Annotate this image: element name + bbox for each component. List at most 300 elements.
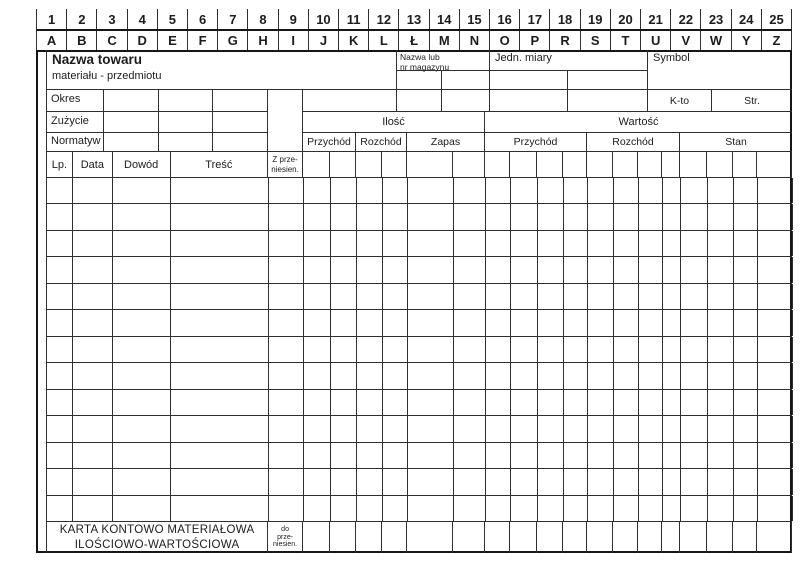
- table-cell: [383, 496, 408, 521]
- ruler-letter: C: [96, 31, 126, 50]
- col-header-carry: [268, 152, 303, 178]
- norm-cell: [159, 133, 214, 152]
- table-cell: [681, 204, 708, 229]
- footer-cell: [382, 522, 407, 553]
- table-cell: [269, 284, 304, 309]
- header-cell: [303, 90, 397, 112]
- norm-row: [46, 133, 268, 152]
- footer-cell: [510, 522, 537, 553]
- table-cell: [588, 310, 614, 335]
- table-cell: [758, 257, 793, 282]
- table-cell: [639, 257, 663, 282]
- table-cell: [588, 469, 614, 494]
- table-cell: [73, 416, 113, 441]
- table-cell: [734, 257, 758, 282]
- table-cell: [614, 178, 639, 203]
- table-cell: [681, 231, 708, 256]
- table-cell: [357, 178, 383, 203]
- ruler-number: 3: [96, 9, 126, 29]
- table-cell: [171, 204, 269, 229]
- carry-row-cell: [510, 152, 537, 178]
- table-cell: [681, 496, 708, 521]
- table-cell: [663, 390, 681, 415]
- table-cell: [454, 231, 486, 256]
- footer-row: [46, 522, 792, 553]
- table-cell: [486, 363, 511, 388]
- table-cell: [639, 443, 663, 468]
- ruler-number: 6: [187, 9, 217, 29]
- table-cell: [538, 363, 564, 388]
- ruler-letters: [36, 31, 792, 50]
- table-cell: [663, 257, 681, 282]
- table-cell: [614, 257, 639, 282]
- table-header-row: [46, 152, 792, 178]
- table-cell: [171, 284, 269, 309]
- table-cell: [564, 496, 588, 521]
- table-cell: [734, 390, 758, 415]
- table-cell: [564, 469, 588, 494]
- table-cell: [408, 390, 454, 415]
- table-cell: [614, 416, 639, 441]
- table-cell: [538, 310, 564, 335]
- footer-cell: [330, 522, 356, 553]
- unit-label-cell: Jedn. miary: [490, 50, 648, 71]
- ruler-letter: L: [368, 31, 398, 50]
- table-cell: [588, 204, 614, 229]
- val-balance-header: Stan: [680, 133, 792, 152]
- symbol-cell: Symbol: [648, 50, 792, 90]
- ruler-letter: P: [519, 31, 549, 50]
- carry-row-cell: [453, 152, 485, 178]
- table-cell: [486, 310, 511, 335]
- footer-cell: [563, 522, 587, 553]
- table-cell: [269, 337, 304, 362]
- table-cell: [269, 496, 304, 521]
- table-cell: [663, 310, 681, 335]
- table-cell: [486, 284, 511, 309]
- table-cell: [511, 178, 538, 203]
- carry-row-cell: [356, 152, 382, 178]
- table-cell: [734, 443, 758, 468]
- footer-cell: [303, 522, 330, 553]
- table-cell: [47, 496, 73, 521]
- table-cell: [357, 204, 383, 229]
- table-cell: [171, 416, 269, 441]
- table-cell: [614, 363, 639, 388]
- product-name-title: Nazwa towaru: [52, 52, 143, 67]
- value-group-header: Wartość: [485, 112, 792, 133]
- table-cell: [486, 204, 511, 229]
- table-cell: [408, 443, 454, 468]
- table-cell: [681, 363, 708, 388]
- qty-income-header: Przychód: [303, 133, 356, 152]
- table-cell: [331, 337, 357, 362]
- carry-forward-line3: niesien.: [273, 541, 298, 549]
- table-cell: [663, 469, 681, 494]
- form-title: [47, 522, 268, 553]
- table-cell: [588, 443, 614, 468]
- table-cell: [73, 390, 113, 415]
- footer-cell: [485, 522, 510, 553]
- table-cell: [614, 310, 639, 335]
- table-cell: [511, 257, 538, 282]
- table-cell: [47, 443, 73, 468]
- ruler-letter: F: [187, 31, 217, 50]
- table-cell: [383, 469, 408, 494]
- table-cell: [486, 337, 511, 362]
- table-cell: [511, 469, 538, 494]
- table-cell: [269, 310, 304, 335]
- table-cell: [357, 284, 383, 309]
- ruler-number: 21: [640, 9, 670, 29]
- ruler-number: 22: [670, 9, 700, 29]
- table-cell: [73, 257, 113, 282]
- table-cell: [538, 337, 564, 362]
- qty-outcome-header: Rozchód: [356, 133, 407, 152]
- table-cell: [614, 337, 639, 362]
- usage-label: Zużycie: [47, 112, 104, 133]
- usage-cell: [213, 112, 268, 133]
- header-cell: [568, 71, 648, 90]
- table-cell: [304, 231, 331, 256]
- table-cell: [331, 416, 357, 441]
- table-cell: [614, 204, 639, 229]
- ruler-letter: K: [338, 31, 368, 50]
- table-row: [47, 337, 792, 363]
- footer-cell: [757, 522, 792, 553]
- carry-row-cell: [407, 152, 453, 178]
- table-cell: [269, 390, 304, 415]
- footer-cell: [638, 522, 662, 553]
- ruler-letter: J: [308, 31, 338, 50]
- table-cell: [734, 178, 758, 203]
- table-cell: [681, 284, 708, 309]
- table-cell: [113, 496, 171, 521]
- period-cell: [104, 90, 159, 112]
- table-cell: [408, 363, 454, 388]
- table-cell: [758, 469, 793, 494]
- table-cell: [663, 337, 681, 362]
- table-cell: [588, 231, 614, 256]
- ruler-letter: T: [610, 31, 640, 50]
- table-row: [47, 469, 792, 495]
- table-cell: [47, 310, 73, 335]
- table-cell: [331, 443, 357, 468]
- usage-row: [46, 112, 268, 133]
- table-cell: [663, 416, 681, 441]
- table-row: [47, 496, 792, 522]
- table-cell: [113, 257, 171, 282]
- ruler-number: 7: [217, 9, 247, 29]
- table-cell: [708, 443, 734, 468]
- table-row: [47, 231, 792, 257]
- table-cell: [269, 416, 304, 441]
- table-cell: [408, 310, 454, 335]
- ruler-letter: H: [247, 31, 277, 50]
- carry-row-cell: [613, 152, 638, 178]
- table-cell: [171, 337, 269, 362]
- footer-cell: [587, 522, 613, 553]
- table-cell: [47, 337, 73, 362]
- table-cell: [383, 310, 408, 335]
- ruler-number: 20: [610, 9, 640, 29]
- carry-row-cell: [563, 152, 587, 178]
- ruler-letter: I: [278, 31, 308, 50]
- table-cell: [564, 310, 588, 335]
- col-header-lp: Lp.: [47, 152, 73, 178]
- table-cell: [708, 416, 734, 441]
- table-cell: [408, 284, 454, 309]
- table-cell: [331, 496, 357, 521]
- table-cell: [758, 284, 793, 309]
- table-cell: [454, 363, 486, 388]
- ruler-number: 8: [247, 9, 277, 29]
- table-cell: [304, 178, 331, 203]
- table-cell: [408, 204, 454, 229]
- carry-row-cell: [485, 152, 510, 178]
- table-cell: [331, 390, 357, 415]
- table-cell: [681, 469, 708, 494]
- table-cell: [408, 337, 454, 362]
- footer-cell: [356, 522, 382, 553]
- table-cell: [681, 390, 708, 415]
- ruler-number: 18: [549, 9, 579, 29]
- norm-cell: [213, 133, 268, 152]
- qty-stock-header: Zapas: [407, 133, 485, 152]
- table-cell: [113, 363, 171, 388]
- table-cell: [564, 416, 588, 441]
- table-cell: [734, 416, 758, 441]
- table-cell: [113, 390, 171, 415]
- product-name-box: [46, 50, 397, 90]
- table-cell: [708, 390, 734, 415]
- ruler-number: 15: [459, 9, 489, 29]
- header-cell: [568, 90, 648, 112]
- header-cell: [397, 71, 442, 90]
- table-cell: [304, 469, 331, 494]
- table-cell: [73, 496, 113, 521]
- table-cell: [47, 390, 73, 415]
- table-cell: [639, 363, 663, 388]
- ruler-number: 24: [731, 9, 761, 29]
- table-cell: [331, 204, 357, 229]
- header-cell: [442, 90, 490, 112]
- table-cell: [113, 416, 171, 441]
- account-cell: K-to: [648, 90, 712, 112]
- table-cell: [454, 337, 486, 362]
- table-cell: [408, 231, 454, 256]
- table-cell: [758, 178, 793, 203]
- table-cell: [47, 204, 73, 229]
- table-cell: [357, 257, 383, 282]
- table-cell: [357, 390, 383, 415]
- ruler-number: 16: [489, 9, 519, 29]
- ruler-letter: Ł: [398, 31, 428, 50]
- table-cell: [663, 178, 681, 203]
- table-cell: [113, 231, 171, 256]
- table-cell: [486, 443, 511, 468]
- table-cell: [408, 257, 454, 282]
- table-cell: [304, 337, 331, 362]
- table-cell: [538, 284, 564, 309]
- table-cell: [269, 469, 304, 494]
- footer-cell: [680, 522, 707, 553]
- table-cell: [538, 257, 564, 282]
- table-cell: [383, 390, 408, 415]
- table-cell: [734, 204, 758, 229]
- table-cell: [734, 496, 758, 521]
- carry-column-strip: [268, 90, 303, 152]
- ruler-letter: B: [66, 31, 96, 50]
- ruler-number: 13: [398, 9, 428, 29]
- table-cell: [538, 496, 564, 521]
- table-cell: [383, 443, 408, 468]
- table-cell: [171, 363, 269, 388]
- carry-row-cell: [537, 152, 563, 178]
- table-cell: [758, 496, 793, 521]
- table-row: [47, 310, 792, 336]
- table-cell: [47, 257, 73, 282]
- val-income-header: Przychód: [485, 133, 587, 152]
- carry-header-line1: Z prze-: [272, 155, 298, 165]
- period-cell: [159, 90, 214, 112]
- table-cell: [47, 178, 73, 203]
- table-cell: [708, 178, 734, 203]
- carry-row-cell: [707, 152, 733, 178]
- warehouse-label-line1: Nazwa lub: [400, 52, 440, 62]
- table-cell: [538, 231, 564, 256]
- data-rows: [46, 178, 792, 522]
- table-cell: [486, 231, 511, 256]
- table-row: [47, 390, 792, 416]
- table-cell: [304, 443, 331, 468]
- table-cell: [708, 469, 734, 494]
- ruler-letter: E: [157, 31, 187, 50]
- table-cell: [47, 469, 73, 494]
- table-cell: [408, 416, 454, 441]
- table-cell: [454, 416, 486, 441]
- table-cell: [113, 443, 171, 468]
- table-cell: [454, 443, 486, 468]
- ruler-number: 14: [429, 9, 459, 29]
- table-cell: [614, 231, 639, 256]
- ruler-number: 5: [157, 9, 187, 29]
- carry-row-cell: [757, 152, 792, 178]
- table-cell: [269, 231, 304, 256]
- carry-row-cell: [587, 152, 613, 178]
- table-cell: [639, 284, 663, 309]
- ruler-number: 10: [308, 9, 338, 29]
- header-cell: [490, 71, 568, 90]
- table-cell: [73, 310, 113, 335]
- header-cell: [442, 71, 490, 90]
- table-cell: [758, 310, 793, 335]
- table-cell: [708, 363, 734, 388]
- footer-cell: [662, 522, 680, 553]
- quantity-group-header: Ilość: [303, 112, 485, 133]
- table-cell: [511, 231, 538, 256]
- table-cell: [73, 231, 113, 256]
- table-cell: [564, 204, 588, 229]
- table-cell: [383, 416, 408, 441]
- ruler-letter: Z: [761, 31, 791, 50]
- table-cell: [331, 231, 357, 256]
- table-cell: [486, 178, 511, 203]
- ruler-number: 25: [761, 9, 791, 29]
- table-cell: [708, 496, 734, 521]
- table-cell: [758, 363, 793, 388]
- page-number-cell: Str.: [712, 90, 792, 112]
- header-cell: [490, 90, 568, 112]
- ruler-number: 4: [127, 9, 157, 29]
- footer-cell: [707, 522, 733, 553]
- table-cell: [639, 416, 663, 441]
- table-cell: [269, 204, 304, 229]
- table-cell: [304, 363, 331, 388]
- table-cell: [73, 204, 113, 229]
- table-cell: [639, 178, 663, 203]
- table-cell: [73, 363, 113, 388]
- table-cell: [454, 284, 486, 309]
- table-cell: [511, 443, 538, 468]
- table-cell: [269, 363, 304, 388]
- table-cell: [454, 178, 486, 203]
- table-cell: [383, 231, 408, 256]
- table-cell: [357, 496, 383, 521]
- val-outcome-header: Rozchód: [587, 133, 680, 152]
- table-cell: [538, 443, 564, 468]
- table-cell: [486, 469, 511, 494]
- table-row: [47, 363, 792, 389]
- table-cell: [486, 416, 511, 441]
- table-cell: [171, 496, 269, 521]
- table-cell: [454, 469, 486, 494]
- norm-label: Normatyw: [47, 133, 104, 152]
- table-cell: [564, 231, 588, 256]
- carry-header-line2: niesien.: [271, 164, 299, 174]
- table-cell: [538, 178, 564, 203]
- table-cell: [171, 390, 269, 415]
- table-cell: [734, 310, 758, 335]
- ruler-letter: S: [580, 31, 610, 50]
- table-cell: [588, 363, 614, 388]
- ruler-number: 23: [700, 9, 730, 29]
- table-cell: [304, 416, 331, 441]
- table-cell: [171, 257, 269, 282]
- table-cell: [486, 496, 511, 521]
- product-name-subtitle: materiału - przedmiotu: [52, 70, 162, 82]
- table-cell: [588, 178, 614, 203]
- table-cell: [663, 204, 681, 229]
- ruler-letter: A: [46, 33, 57, 48]
- table-cell: [269, 178, 304, 203]
- table-cell: [758, 204, 793, 229]
- table-cell: [538, 390, 564, 415]
- table-cell: [269, 257, 304, 282]
- table-cell: [47, 363, 73, 388]
- table-cell: [73, 443, 113, 468]
- carry-row-cell: [662, 152, 680, 178]
- table-cell: [73, 178, 113, 203]
- table-cell: [734, 337, 758, 362]
- table-cell: [383, 178, 408, 203]
- ruler-letter: W: [700, 31, 730, 50]
- table-cell: [383, 363, 408, 388]
- table-cell: [511, 363, 538, 388]
- table-cell: [408, 469, 454, 494]
- table-cell: [47, 231, 73, 256]
- footer-cell: [453, 522, 485, 553]
